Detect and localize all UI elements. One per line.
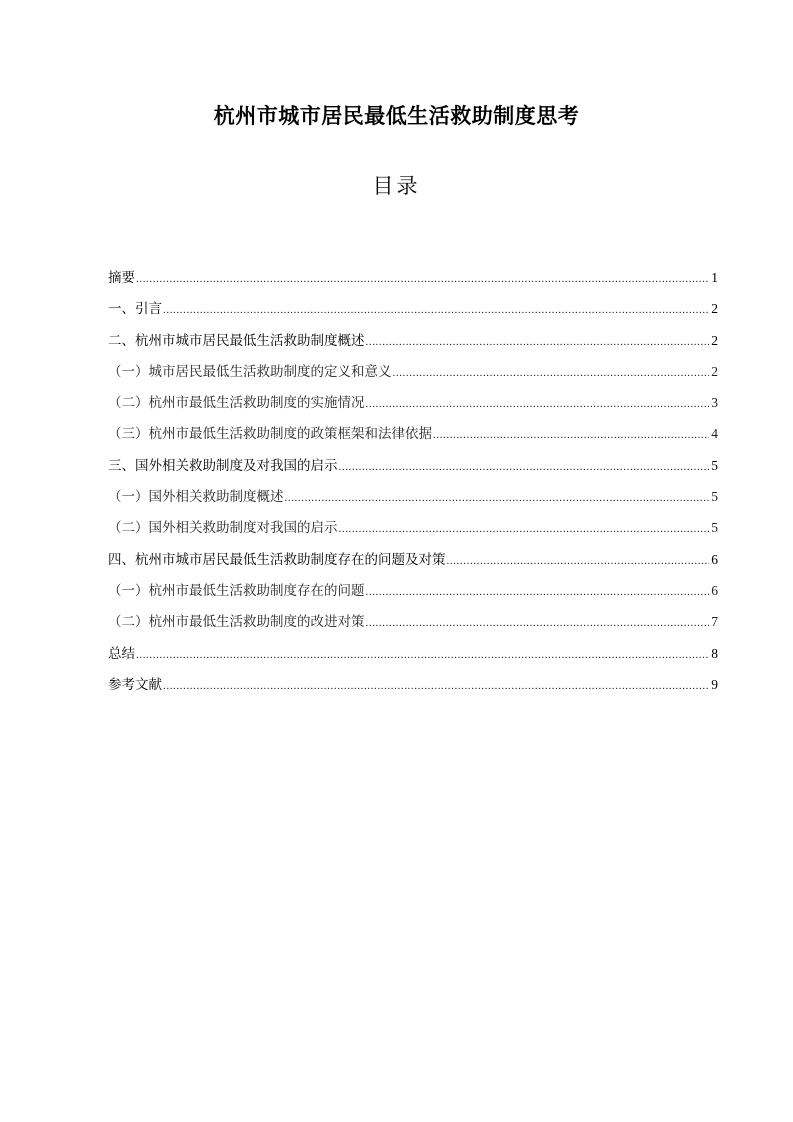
toc-entry-text: （一）国外相关救助制度概述	[108, 489, 284, 506]
toc-entry-text: （二）杭州市最低生活救助制度的实施情况	[108, 395, 365, 412]
toc-page-number: 5	[711, 457, 718, 473]
toc-dot-leader	[393, 361, 710, 385]
toc-entry[interactable]	[108, 642, 718, 673]
toc-entry-text: 总结	[108, 645, 135, 662]
toc-page-number: 5	[711, 520, 718, 536]
toc-dot-leader	[366, 611, 710, 635]
toc-page-number: 7	[711, 614, 718, 630]
toc-dot-leader	[163, 674, 709, 698]
toc-page-number: 2	[711, 301, 718, 317]
toc-entry[interactable]	[108, 454, 718, 485]
toc-dot-leader	[447, 549, 710, 573]
toc-dot-leader	[136, 267, 709, 291]
toc-entry[interactable]	[108, 516, 718, 547]
toc-heading: 目录	[372, 174, 421, 198]
toc-entry[interactable]	[108, 579, 718, 610]
toc-dot-leader	[366, 580, 710, 604]
toc-entry[interactable]	[108, 673, 718, 704]
toc-page-number: 1	[711, 270, 718, 285]
toc-entry-text: 三、国外相关救助制度及对我国的启示	[108, 457, 338, 474]
toc-page-number: 3	[711, 395, 718, 411]
toc-entry[interactable]	[108, 548, 718, 579]
toc-page-number: 2	[711, 332, 718, 348]
document-title: 杭州市城市居民最低生活救助制度思考	[213, 104, 580, 128]
toc-page-number: 5	[711, 489, 718, 505]
toc-entry-text: 摘要	[108, 270, 135, 286]
toc-entry[interactable]	[108, 391, 718, 422]
toc-entry[interactable]	[108, 485, 718, 516]
toc-page-number: 4	[711, 426, 718, 442]
toc-entry-text: （二）杭州市最低生活救助制度的改进对策	[108, 614, 365, 631]
toc-dot-leader	[433, 423, 709, 447]
toc-dot-leader	[136, 643, 709, 667]
toc-dot-leader	[163, 298, 709, 322]
toc-entry-text: 四、杭州市城市居民最低生活救助制度存在的问题及对策	[108, 551, 446, 568]
toc-page-number: 9	[711, 676, 718, 692]
toc-entry[interactable]	[108, 422, 718, 453]
toc-page-number: 6	[711, 582, 718, 598]
toc-entry[interactable]	[108, 329, 718, 360]
toc-dot-leader	[366, 392, 710, 416]
toc-dot-leader	[339, 517, 710, 541]
toc-dot-leader	[339, 455, 710, 479]
toc-entry[interactable]	[108, 266, 718, 297]
toc-entry-text: （二）国外相关救助制度对我国的启示	[108, 520, 338, 537]
toc-entry-text: 二、杭州市城市居民最低生活救助制度概述	[108, 332, 365, 349]
toc-entry-text: 一、引言	[108, 301, 162, 318]
toc-entry[interactable]	[108, 360, 718, 391]
toc-entry-text: 参考文献	[108, 676, 162, 693]
toc-page-number: 8	[711, 645, 718, 661]
toc-entry-text: （三）杭州市最低生活救助制度的政策框架和法律依据	[108, 426, 432, 443]
toc-entry[interactable]	[108, 610, 718, 641]
toc-page-number: 2	[711, 363, 718, 379]
toc-dot-leader	[285, 486, 710, 510]
toc-page-number: 6	[711, 551, 718, 567]
toc-entry[interactable]	[108, 297, 718, 328]
toc-entry-text: （一）城市居民最低生活救助制度的定义和意义	[108, 363, 392, 380]
table-of-contents	[108, 266, 718, 704]
toc-entry-text: （一）杭州市最低生活救助制度存在的问题	[108, 582, 365, 599]
toc-dot-leader	[366, 330, 710, 354]
